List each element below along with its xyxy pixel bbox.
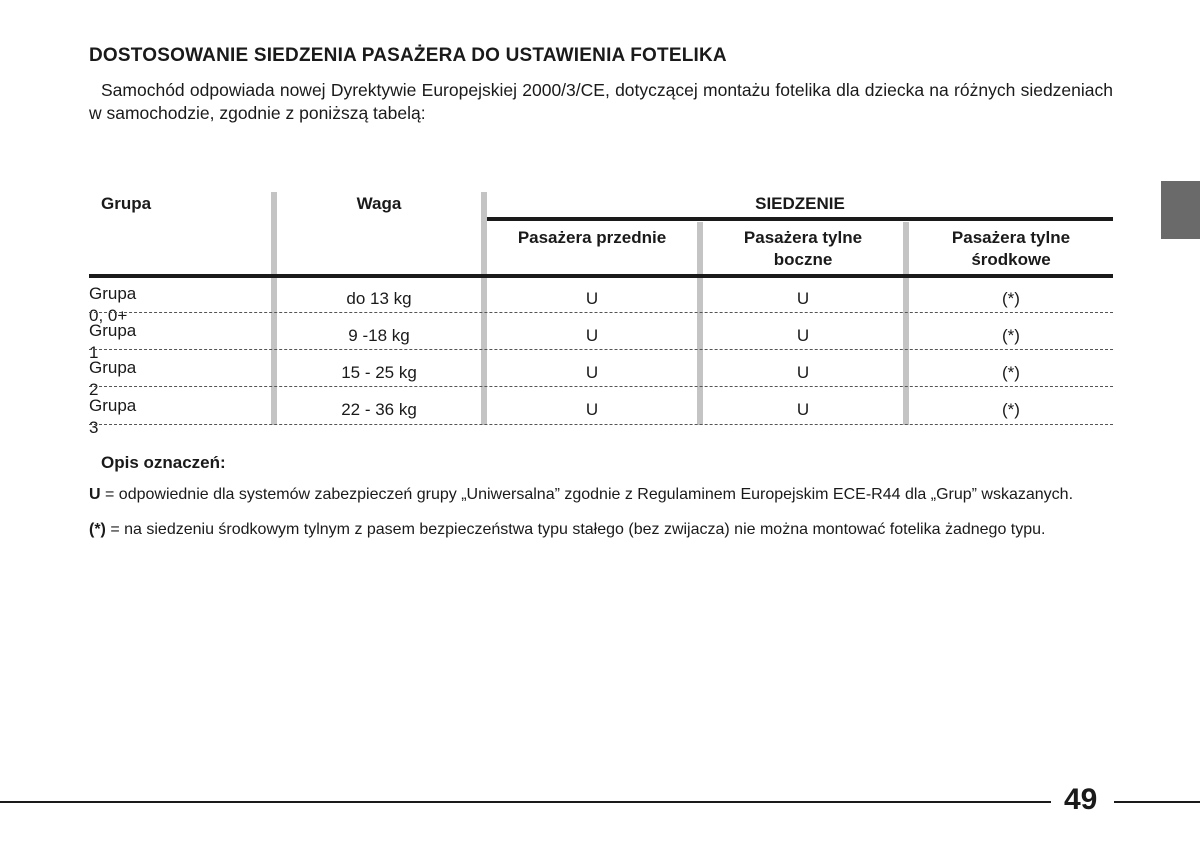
header-rear-center: [909, 227, 1113, 271]
table-cell-rear-side: U: [796, 363, 810, 382]
header-rear-side-line2: boczne: [773, 250, 833, 269]
table-cell-front: U: [585, 326, 599, 345]
row-divider: [89, 349, 1113, 350]
row-divider: [89, 424, 1113, 425]
table-cell-weight: 9 -18 kg: [348, 326, 410, 345]
intro-paragraph: Samochód odpowiada nowej Dyrektywie Europejskiej 2000/3/CE, dotyczącej montażu fotelika dla dziecka na różnych siedzeniach w samochodzie, zgodnie z poniższą tabelą:: [89, 80, 1113, 123]
header-rear-side-line1: Pasażera tylne: [743, 228, 863, 247]
table-cell-group: Grupa 1: [89, 321, 137, 362]
section-heading: DOSTOSOWANIE SIEDZENIA PASAŻERA DO USTAWIENIA FOTELIKA: [89, 45, 727, 66]
row-divider: [89, 386, 1113, 387]
page-number: 49: [1064, 783, 1098, 816]
table-cell-group: Grupa 2: [89, 358, 137, 399]
header-rule: [487, 217, 1113, 221]
header-bottom-rule: [89, 274, 1113, 278]
legend-star-text: = na siedzeniu środkowym tylnym z pasem bezpieczeństwa typu stałego (bez zwijacza) nie można montować fotelika żadnego typu.: [105, 521, 1046, 538]
legend-u-text: = odpowiednie dla systemów zabezpieczeń grupy „Uniwersalna” zgodnie z Regulaminem Europejskim ECE-R44 dla „Grup” wskazanych.: [100, 486, 1074, 503]
header-seat: SIEDZENIE: [755, 194, 845, 213]
table-cell-rear-center: (*): [1002, 289, 1020, 308]
legend-u-line: [89, 484, 1073, 506]
legend-u-key: U: [89, 486, 101, 503]
chapter-tab-marker: [1161, 181, 1200, 239]
table-cell-front: U: [585, 400, 599, 419]
table-cell-rear-side: U: [796, 400, 810, 419]
table-cell-rear-center: (*): [1002, 363, 1020, 382]
header-group: Grupa: [101, 194, 152, 213]
table-cell-rear-center: (*): [1002, 400, 1020, 419]
header-rear-center-line2: środkowe: [971, 250, 1051, 269]
header-weight: Waga: [356, 194, 402, 213]
table-cell-front: U: [585, 289, 599, 308]
legend-star-key: (*): [89, 521, 106, 538]
table-cell-weight: 15 - 25 kg: [341, 363, 417, 382]
table-cell-group: Grupa 3: [89, 396, 137, 437]
table-cell-rear-center: (*): [1002, 326, 1020, 345]
table-cell-rear-side: U: [796, 289, 810, 308]
footer-rule-left: [0, 801, 1051, 803]
table-cell-weight: 22 - 36 kg: [341, 400, 417, 419]
table-cell-weight: do 13 kg: [346, 289, 412, 308]
legend-star-line: [89, 519, 1045, 541]
legend-title: Opis oznaczeń:: [101, 453, 226, 472]
header-front-passenger: Pasażera przednie: [517, 228, 667, 247]
table-cell-front: U: [585, 363, 599, 382]
table-cell-rear-side: U: [796, 326, 810, 345]
header-rear-center-line1: Pasażera tylne: [951, 228, 1071, 247]
footer-rule-right: [1114, 801, 1200, 803]
header-rear-side: [703, 227, 903, 271]
row-divider: [89, 312, 1113, 313]
table-cell-group: Grupa 0, 0+: [89, 284, 137, 325]
